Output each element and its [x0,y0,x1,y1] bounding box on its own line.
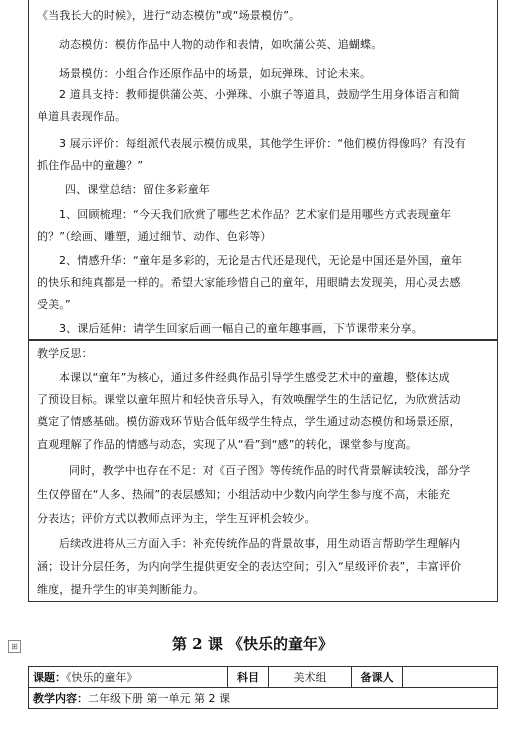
text-line: 动态模仿：模仿作品中人物的动作和表情，如吹蒲公英、追蝴蝶。 [59,38,383,51]
text-line: 2 道具支持：教师提供蒲公英、小弹珠、小旗子等道具，鼓励学生用身体语言和简 [59,88,461,101]
preparer-value [403,667,498,688]
topic-label: 课题： [33,671,66,684]
text-line: 的快乐和纯真都是一样的。希望大家能珍惜自己的童年，用眼睛去发现美，用心灵去感 [37,276,461,289]
section-heading: 四、课堂总结：留住多彩童年 [65,183,210,196]
text-line: 直观理解了作品的情感与动态，实现了从“看”到“感”的转化，课堂参与度高。 [37,438,418,451]
text-line: 了预设目标。课堂以童年照片和轻快音乐导入，有效唤醒学生的生活记忆，为欣赏活动 [37,393,461,406]
text-line: 2、情感升华：“童年是多彩的，无论是古代还是现代，无论是中国还是外国，童年 [59,254,463,267]
lesson-info-table [28,666,498,709]
text-line: 受美。” [37,298,71,311]
text-line: 3、课后延伸：请学生回家后画一幅自己的童年趣事画，下节课带来分享。 [59,322,423,335]
text-line: 场景模仿：小组合作还原作品中的场景，如玩弹珠、讨论未来。 [59,67,372,80]
text-line: 同时，教学中也存在不足：对《百子图》等传统作品的时代背景解读较浅，部分学 [69,464,471,477]
text-line: 1、回顾梳理：“今天我们欣赏了哪些艺术作品？艺术家们是用哪些方式表现童年 [59,208,452,221]
lesson-process-cell [28,0,498,340]
subject-value: 美术组 [269,667,352,688]
subject-label: 科目 [228,667,269,688]
text-line: 《当我长大的时候》，进行“动态模仿”或“场景模仿”。 [37,9,301,22]
content-value: 二年级下册 第一单元 第 2 课 [88,692,230,705]
text-line: 后续改进将从三方面入手：补充传统作品的背景故事，用生动语言帮助学生理解内 [59,537,461,550]
text-line: 奠定了情感基础。模仿游戏环节贴合低年级学生特点，学生通过动态模仿和场景还原， [37,415,461,428]
topic-cell [29,667,228,688]
text-line: 3 展示评价：每组派代表展示模仿成果，其他学生评价：“他们模仿得像吗？有没有 [59,137,466,150]
text-line: 的？”（绘画、雕塑，通过细节、动作、色彩等） [37,230,272,243]
text-line: 分表达；评价方式以教师点评为主，学生互评机会较少。 [37,512,316,525]
text-line: 本课以“童年”为核心，通过多件经典作品引导学生感受艺术中的童趣，整体达成 [59,371,450,384]
text-line: 生仅停留在“人多、热闹”的表层感知；小组活动中少数内向学生参与度不高，未能充 [37,488,451,501]
text-line: 抓住作品中的童趣？” [37,159,144,172]
table-move-handle-icon[interactable]: ⊞ [8,640,21,653]
preparer-label: 备课人 [352,667,403,688]
topic-value: 《快乐的童年》 [66,671,138,684]
teaching-reflection-cell [28,340,498,602]
text-line: 单道具表现作品。 [37,110,127,123]
content-label: 教学内容： [33,692,88,705]
content-cell [29,688,498,709]
reflection-heading: 教学反思： [37,347,93,360]
text-line: 涵；设计分层任务，为内向学生提供更安全的表达空间；引入“星级评价表”，丰富评价 [37,560,462,573]
text-line: 维度，提升学生的审美判断能力。 [37,583,205,596]
lesson-title: 第 2 课 《快乐的童年》 [171,635,334,653]
